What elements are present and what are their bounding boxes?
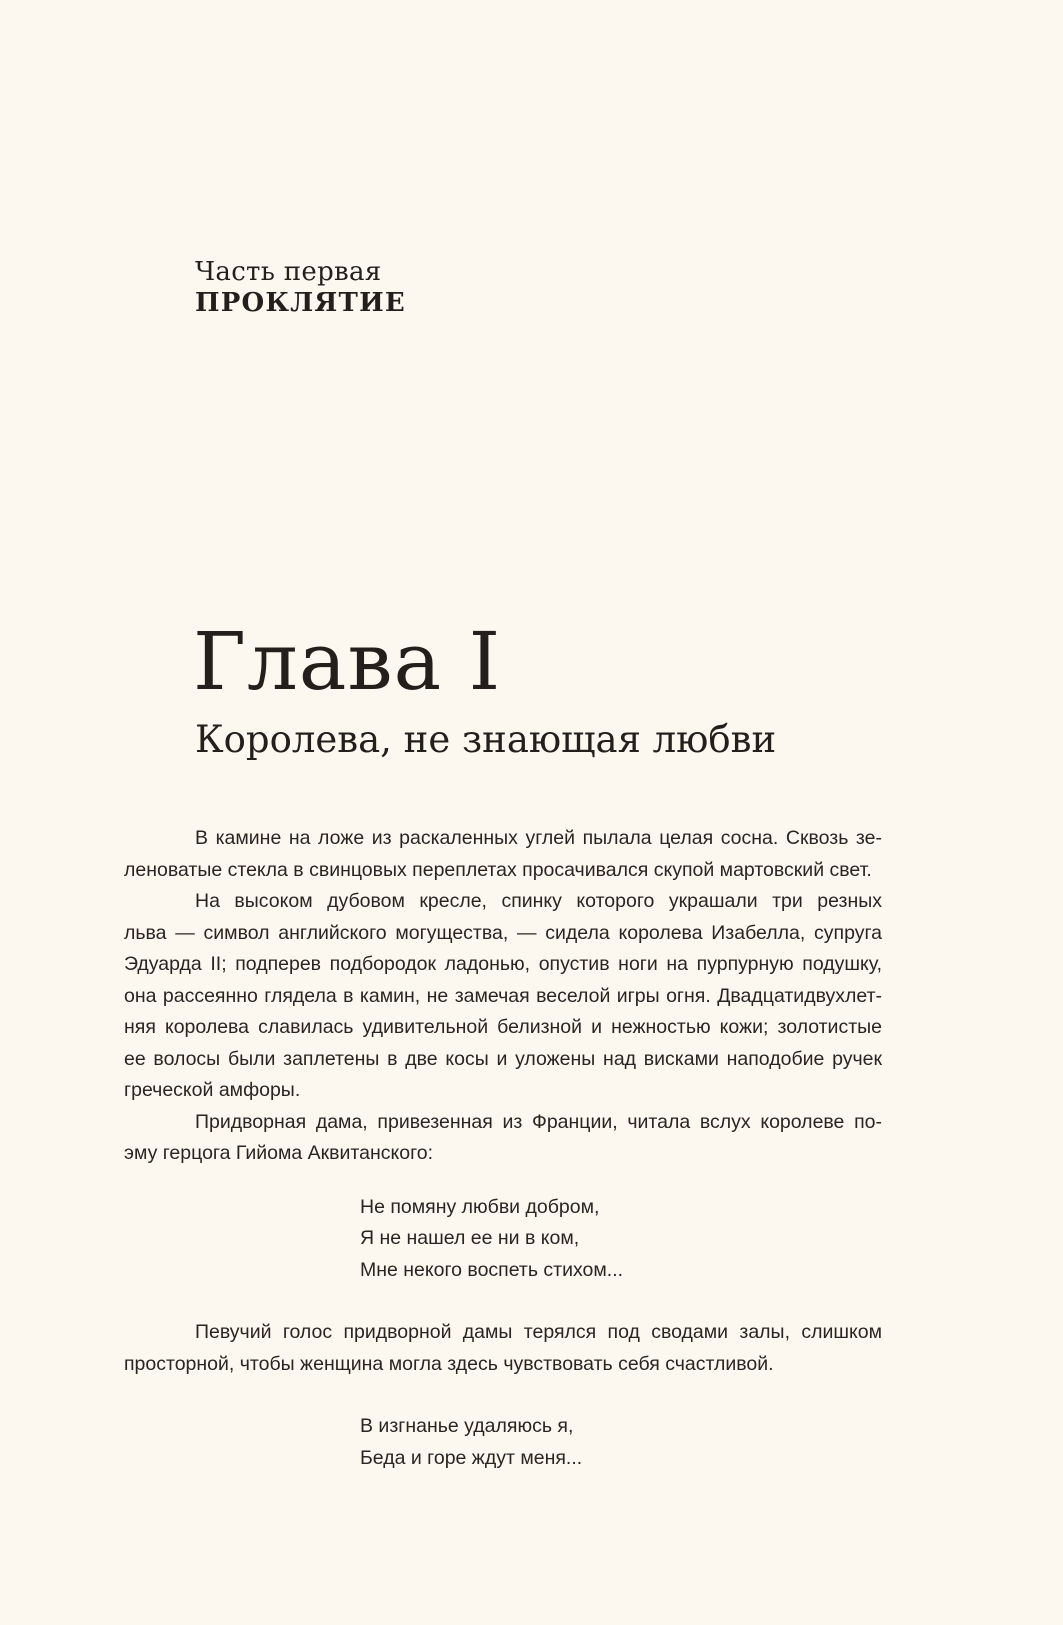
part-title: ПРОКЛЯТИЕ [195, 288, 406, 318]
text-line: На высоком дубовом кресле, спинку которого украшали три резных [195, 890, 882, 912]
text-line: греческой амфоры. [124, 1079, 301, 1101]
text-line: Придворная дама, привезенная из Франции, читала вслух королеве по- [195, 1110, 882, 1133]
text-line: Эдуарда II; подперев подбородок ладонью, опустив ноги на пурпурную подушку, [124, 953, 882, 975]
verse-line: В изгнанье удаляюсь я, [360, 1415, 574, 1437]
body-text [124, 823, 882, 1474]
text-line: она рассеянно глядела в камин, не замечая веселой игры огня. Двадцатидвухлет- [124, 984, 882, 1007]
verse-line: Мне некого воспеть стихом... [360, 1258, 624, 1281]
text-line: ее волосы были заплетены в две косы и уложены над висками наподобие ручек [124, 1047, 882, 1070]
verse-line: Не помяну любви добром, [360, 1195, 600, 1218]
verse-line: Беда и горе ждут меня... [360, 1446, 583, 1469]
chapter-number: Глава I [193, 615, 502, 708]
spacer [124, 1380, 882, 1411]
spacer [124, 1286, 882, 1317]
chapter-title: Королева, не знающая любви [195, 718, 777, 761]
text-line: няя королева славилась удивительной белизной и нежностью кожи; золотистые [124, 1016, 882, 1038]
verse-line: Я не нашел ее ни в ком, [360, 1227, 580, 1249]
part-label: Часть первая [195, 257, 382, 287]
spacer [124, 1170, 882, 1192]
text-line: просторной, чтобы женщина могла здесь чувствовать себя счастливой. [124, 1352, 774, 1375]
text-line: Певучий голос придворной дамы терялся под сводами залы, слишком [195, 1321, 882, 1343]
part-heading [195, 257, 406, 319]
text-line: льва — символ английского могущества, — сидела королева Изабелла, супруга [124, 921, 882, 944]
text-line: В камине на ложе из раскаленных углей пылала целая сосна. Сквозь зе- [195, 827, 882, 849]
text-line: эму герцога Гийома Аквитанского: [124, 1142, 434, 1164]
text-line: леноватые стекла в свинцовых переплетах просачивался скупой мартовский свет. [124, 858, 872, 881]
